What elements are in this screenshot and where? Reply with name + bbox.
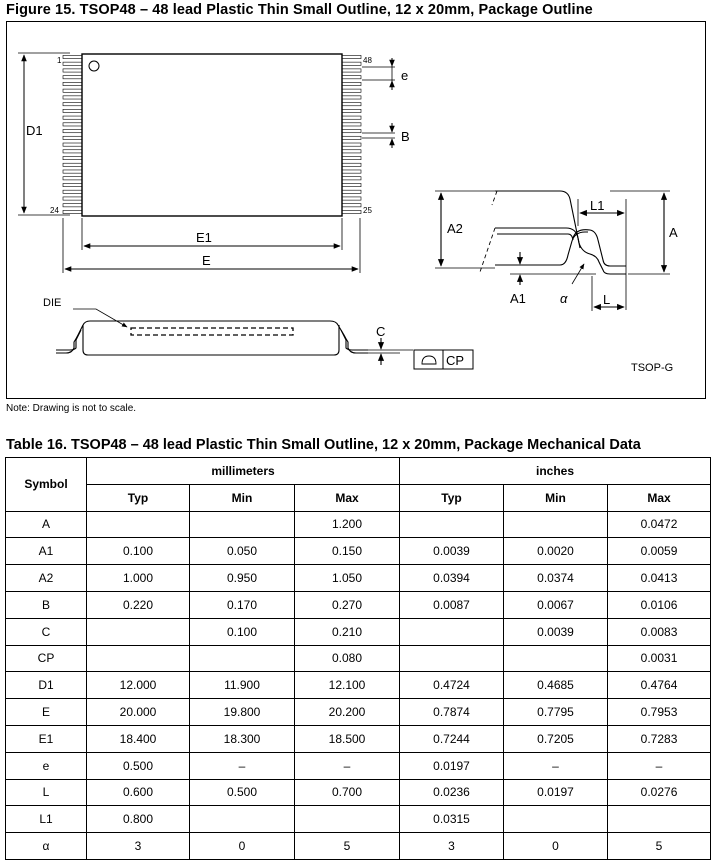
value-cell-mm-typ: 0.600 bbox=[87, 779, 190, 806]
lead bbox=[63, 82, 82, 85]
table-row bbox=[6, 672, 711, 699]
lead bbox=[63, 109, 82, 112]
table-header-row-1 bbox=[6, 458, 711, 485]
header-mm-min: Min bbox=[190, 484, 295, 511]
value-cell-in-typ bbox=[400, 645, 504, 672]
header-millimeters: millimeters bbox=[87, 458, 400, 485]
lead bbox=[63, 150, 82, 153]
lead bbox=[342, 143, 361, 146]
value-cell-in-min: 0 bbox=[504, 833, 608, 860]
value-cell-mm-min bbox=[190, 806, 295, 833]
value-cell-mm-max: 0.150 bbox=[295, 538, 400, 565]
value-cell-mm-min: 0.100 bbox=[190, 618, 295, 645]
value-cell-in-max: – bbox=[608, 752, 711, 779]
lead bbox=[63, 183, 82, 186]
coplanarity-symbol bbox=[422, 356, 436, 364]
lead bbox=[342, 62, 361, 65]
value-cell-mm-typ: 1.000 bbox=[87, 565, 190, 592]
mechanical-data-table bbox=[5, 457, 711, 860]
table-row bbox=[6, 725, 711, 752]
lead bbox=[63, 103, 82, 106]
lead bbox=[63, 130, 82, 133]
value-cell-mm-max: 18.500 bbox=[295, 725, 400, 752]
value-cell-mm-min: 0.500 bbox=[190, 779, 295, 806]
l-label: L bbox=[603, 292, 611, 307]
lead bbox=[342, 103, 361, 106]
value-cell-mm-max: 20.200 bbox=[295, 699, 400, 726]
lead bbox=[63, 123, 82, 126]
lead bbox=[342, 204, 361, 207]
value-cell-mm-typ: 0.100 bbox=[87, 538, 190, 565]
value-cell-in-typ: 0.0087 bbox=[400, 591, 504, 618]
value-cell-in-max: 5 bbox=[608, 833, 711, 860]
package-outline-drawing bbox=[0, 0, 715, 400]
value-cell-in-min: 0.0374 bbox=[504, 565, 608, 592]
symbol-cell: B bbox=[6, 591, 87, 618]
value-cell-in-max: 0.4764 bbox=[608, 672, 711, 699]
header-inches: inches bbox=[400, 458, 711, 485]
value-cell-mm-min: 0 bbox=[190, 833, 295, 860]
value-cell-mm-max: 1.050 bbox=[295, 565, 400, 592]
value-cell-in-min bbox=[504, 511, 608, 538]
value-cell-in-max: 0.0472 bbox=[608, 511, 711, 538]
value-cell-in-min: 0.0020 bbox=[504, 538, 608, 565]
value-cell-mm-max: 0.700 bbox=[295, 779, 400, 806]
value-cell-mm-min: 0.950 bbox=[190, 565, 295, 592]
lead bbox=[63, 89, 82, 92]
l1-label: L1 bbox=[590, 198, 605, 213]
value-cell-mm-min: – bbox=[190, 752, 295, 779]
value-cell-mm-typ bbox=[87, 618, 190, 645]
lead-width-b-label: B bbox=[401, 129, 410, 144]
symbol-cell: α bbox=[6, 833, 87, 860]
lead bbox=[63, 96, 82, 99]
value-cell-in-max: 0.0413 bbox=[608, 565, 711, 592]
lead bbox=[63, 163, 82, 166]
value-cell-in-typ: 0.0197 bbox=[400, 752, 504, 779]
lead bbox=[342, 89, 361, 92]
value-cell-in-typ: 0.0236 bbox=[400, 779, 504, 806]
lead bbox=[342, 109, 361, 112]
a1-label: A1 bbox=[510, 291, 526, 306]
table-row bbox=[6, 591, 711, 618]
lead bbox=[342, 69, 361, 72]
pin48-label: 48 bbox=[363, 56, 372, 65]
table-row bbox=[6, 752, 711, 779]
e-label: E bbox=[202, 253, 211, 268]
die-label: DIE bbox=[43, 297, 62, 309]
value-cell-in-min: 0.0067 bbox=[504, 591, 608, 618]
value-cell-in-typ bbox=[400, 618, 504, 645]
side-view bbox=[56, 309, 473, 369]
value-cell-mm-typ: 3 bbox=[87, 833, 190, 860]
symbol-cell: L bbox=[6, 779, 87, 806]
symbol-cell: L1 bbox=[6, 806, 87, 833]
value-cell-in-typ bbox=[400, 511, 504, 538]
value-cell-mm-min: 0.050 bbox=[190, 538, 295, 565]
pin1-label: 1 bbox=[57, 56, 62, 65]
lead bbox=[342, 197, 361, 200]
lead bbox=[342, 82, 361, 85]
value-cell-mm-min: 19.800 bbox=[190, 699, 295, 726]
value-cell-mm-max: 12.100 bbox=[295, 672, 400, 699]
value-cell-mm-typ bbox=[87, 645, 190, 672]
symbol-cell: e bbox=[6, 752, 87, 779]
lead bbox=[63, 190, 82, 193]
right-leads bbox=[342, 55, 361, 213]
lead bbox=[63, 177, 82, 180]
lead-detail-view bbox=[435, 191, 670, 311]
table-row bbox=[6, 645, 711, 672]
die-outline bbox=[131, 328, 293, 335]
value-cell-in-min bbox=[504, 806, 608, 833]
value-cell-in-max: 0.0083 bbox=[608, 618, 711, 645]
pitch-e-label: e bbox=[401, 68, 409, 83]
symbol-cell: E bbox=[6, 699, 87, 726]
value-cell-mm-min bbox=[190, 645, 295, 672]
value-cell-in-typ: 0.0315 bbox=[400, 806, 504, 833]
lead bbox=[342, 96, 361, 99]
pin1-marker bbox=[89, 61, 99, 71]
value-cell-mm-min: 11.900 bbox=[190, 672, 295, 699]
lead bbox=[342, 116, 361, 119]
lead bbox=[342, 156, 361, 159]
value-cell-in-min: 0.0197 bbox=[504, 779, 608, 806]
drawing-note: Note: Drawing is not to scale. bbox=[6, 403, 137, 414]
lead bbox=[63, 76, 82, 79]
pin24-label: 24 bbox=[50, 206, 59, 215]
value-cell-mm-max: 5 bbox=[295, 833, 400, 860]
value-cell-in-max: 0.0031 bbox=[608, 645, 711, 672]
value-cell-mm-max: 0.080 bbox=[295, 645, 400, 672]
lead bbox=[342, 76, 361, 79]
value-cell-in-min: 0.7205 bbox=[504, 725, 608, 752]
drawing-reference: TSOP-G bbox=[631, 362, 674, 374]
value-cell-mm-max: 1.200 bbox=[295, 511, 400, 538]
lead bbox=[63, 116, 82, 119]
value-cell-in-typ: 0.7244 bbox=[400, 725, 504, 752]
table-title: Table 16. TSOP48 – 48 lead Plastic Thin Small Outline, 12 x 20mm, Package Mechanical Data bbox=[6, 437, 641, 453]
symbol-cell: CP bbox=[6, 645, 87, 672]
lead bbox=[342, 136, 361, 139]
value-cell-mm-typ: 0.800 bbox=[87, 806, 190, 833]
table-row bbox=[6, 565, 711, 592]
a2-label: A2 bbox=[447, 221, 463, 236]
lead bbox=[63, 210, 82, 213]
lead bbox=[342, 190, 361, 193]
value-cell-mm-max: 0.210 bbox=[295, 618, 400, 645]
value-cell-in-max: 0.0276 bbox=[608, 779, 711, 806]
lead bbox=[342, 130, 361, 133]
lead bbox=[342, 150, 361, 153]
header-in-min: Min bbox=[504, 484, 608, 511]
symbol-cell: D1 bbox=[6, 672, 87, 699]
lead bbox=[63, 156, 82, 159]
lead bbox=[63, 170, 82, 173]
lead bbox=[342, 163, 361, 166]
a-label: A bbox=[669, 225, 678, 240]
lead bbox=[63, 197, 82, 200]
header-mm-typ: Typ bbox=[87, 484, 190, 511]
value-cell-in-min: – bbox=[504, 752, 608, 779]
value-cell-mm-min: 18.300 bbox=[190, 725, 295, 752]
figure-title: Figure 15. TSOP48 – 48 lead Plastic Thin Small Outline, 12 x 20mm, Package Outline bbox=[6, 2, 593, 18]
value-cell-in-min: 0.4685 bbox=[504, 672, 608, 699]
value-cell-mm-typ: 18.400 bbox=[87, 725, 190, 752]
table-row bbox=[6, 618, 711, 645]
symbol-cell: A1 bbox=[6, 538, 87, 565]
value-cell-in-typ: 3 bbox=[400, 833, 504, 860]
value-cell-in-max: 0.7283 bbox=[608, 725, 711, 752]
table-row bbox=[6, 833, 711, 860]
value-cell-mm-typ: 12.000 bbox=[87, 672, 190, 699]
value-cell-mm-min: 0.170 bbox=[190, 591, 295, 618]
header-mm-max: Max bbox=[295, 484, 400, 511]
lead bbox=[63, 204, 82, 207]
lead bbox=[63, 143, 82, 146]
c-label: C bbox=[376, 324, 386, 339]
value-cell-in-max: 0.7953 bbox=[608, 699, 711, 726]
cp-label: CP bbox=[446, 353, 465, 368]
value-cell-in-typ: 0.0039 bbox=[400, 538, 504, 565]
table-row bbox=[6, 699, 711, 726]
value-cell-mm-max bbox=[295, 806, 400, 833]
symbol-cell: E1 bbox=[6, 725, 87, 752]
table-header-row-2 bbox=[6, 484, 711, 511]
value-cell-mm-typ bbox=[87, 511, 190, 538]
value-cell-mm-max: – bbox=[295, 752, 400, 779]
value-cell-in-typ: 0.4724 bbox=[400, 672, 504, 699]
table-row bbox=[6, 806, 711, 833]
table-row bbox=[6, 538, 711, 565]
e1-label: E1 bbox=[196, 230, 212, 245]
symbol-cell: A bbox=[6, 511, 87, 538]
symbol-cell: C bbox=[6, 618, 87, 645]
lead bbox=[342, 177, 361, 180]
lead bbox=[342, 123, 361, 126]
value-cell-in-max bbox=[608, 806, 711, 833]
table-row bbox=[6, 511, 711, 538]
lead bbox=[63, 62, 82, 65]
value-cell-in-typ: 0.0394 bbox=[400, 565, 504, 592]
table-row bbox=[6, 779, 711, 806]
pin25-label: 25 bbox=[363, 206, 372, 215]
lead bbox=[342, 210, 361, 213]
alpha-label: α bbox=[560, 291, 568, 306]
value-cell-mm-typ: 0.500 bbox=[87, 752, 190, 779]
left-leads bbox=[63, 55, 82, 213]
package-body bbox=[82, 54, 342, 216]
symbol-cell: A2 bbox=[6, 565, 87, 592]
value-cell-mm-max: 0.270 bbox=[295, 591, 400, 618]
value-cell-in-min: 0.0039 bbox=[504, 618, 608, 645]
value-cell-mm-typ: 0.220 bbox=[87, 591, 190, 618]
value-cell-mm-min bbox=[190, 511, 295, 538]
header-symbol: Symbol bbox=[6, 458, 87, 512]
lead bbox=[342, 170, 361, 173]
value-cell-in-min: 0.7795 bbox=[504, 699, 608, 726]
value-cell-in-max: 0.0059 bbox=[608, 538, 711, 565]
d1-label: D1 bbox=[26, 123, 43, 138]
value-cell-in-max: 0.0106 bbox=[608, 591, 711, 618]
value-cell-in-min bbox=[504, 645, 608, 672]
value-cell-in-typ: 0.7874 bbox=[400, 699, 504, 726]
header-in-max: Max bbox=[608, 484, 711, 511]
lead bbox=[63, 69, 82, 72]
lead bbox=[63, 55, 82, 58]
lead bbox=[63, 136, 82, 139]
value-cell-mm-typ: 20.000 bbox=[87, 699, 190, 726]
lead bbox=[342, 55, 361, 58]
header-in-typ: Typ bbox=[400, 484, 504, 511]
lead bbox=[342, 183, 361, 186]
